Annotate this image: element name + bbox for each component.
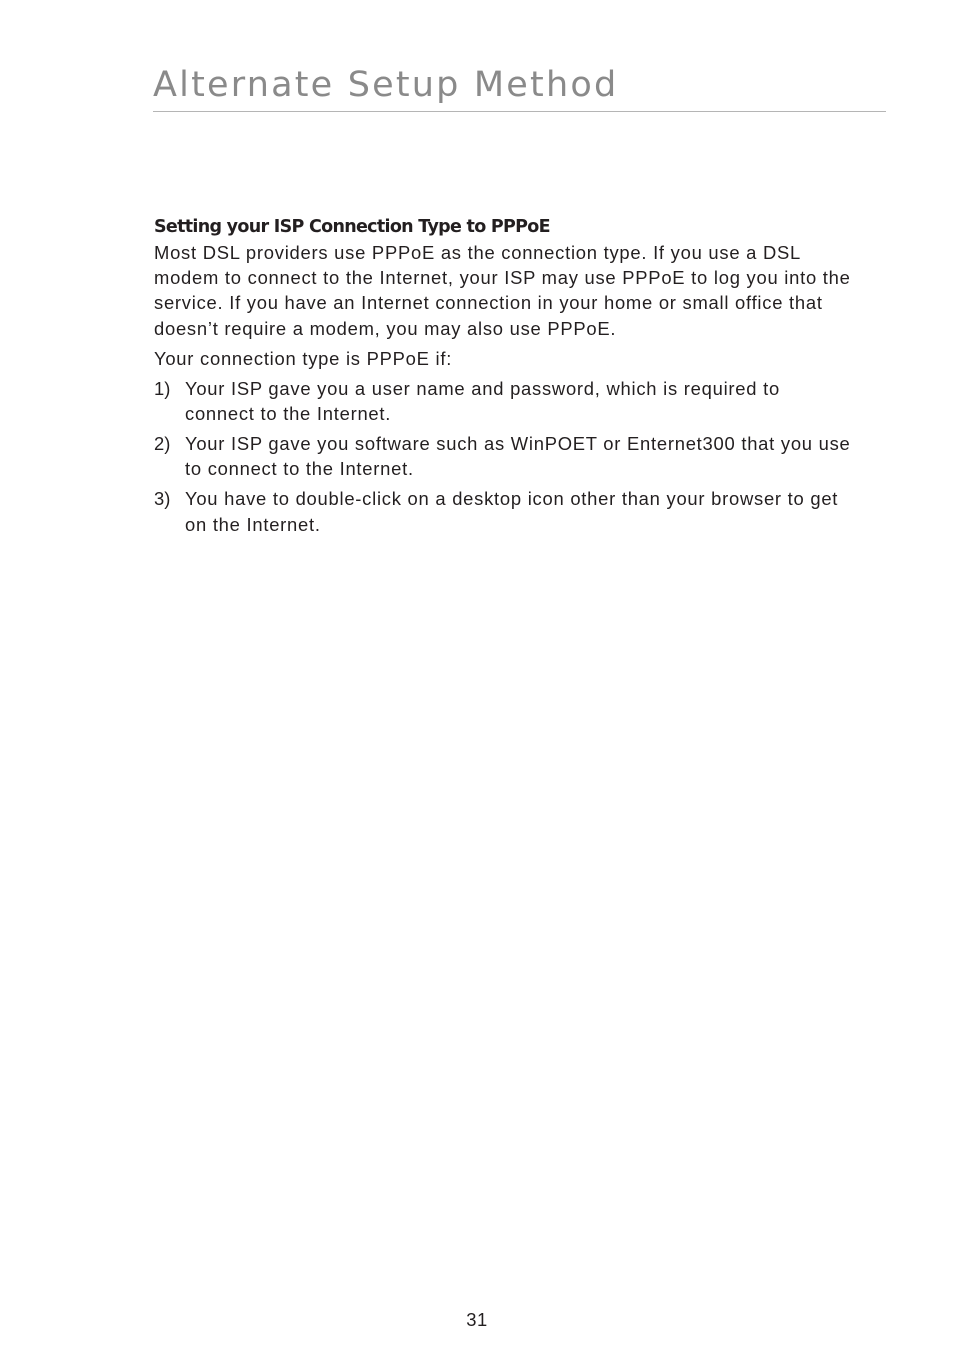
header-divider [153, 111, 886, 112]
step-text: Your ISP gave you a user name and password, which is required to connect to the Internet. [185, 378, 780, 425]
list-item [154, 376, 854, 426]
page-title: Alternate Setup Method [153, 65, 619, 105]
page-number: 31 [466, 1309, 488, 1330]
section-heading: Setting your ISP Connection Type to PPPoE [154, 217, 550, 237]
main-content [154, 215, 854, 542]
page-header [153, 62, 886, 112]
steps-list [154, 376, 854, 537]
step-text: You have to double-click on a desktop icon other than your browser to get on the Internet. [185, 488, 839, 535]
list-item [154, 486, 854, 536]
step-text: Your ISP gave you software such as WinPOET or Enternet300 that you use to connect to the Internet. [185, 433, 851, 480]
list-item [154, 431, 854, 481]
intro-paragraph: Most DSL providers use PPPoE as the connection type. If you use a DSL modem to connect to the Internet, your ISP may use PPPoE to log you into the service. If you have an Internet connection in your home or small office that doesn’t require a modem, you may also use PPPoE. [154, 242, 851, 339]
step-number: 2) [154, 433, 171, 455]
step-number: 3) [154, 488, 171, 510]
lead-paragraph: Your connection type is PPPoE if: [154, 347, 453, 369]
step-number: 1) [154, 378, 171, 400]
